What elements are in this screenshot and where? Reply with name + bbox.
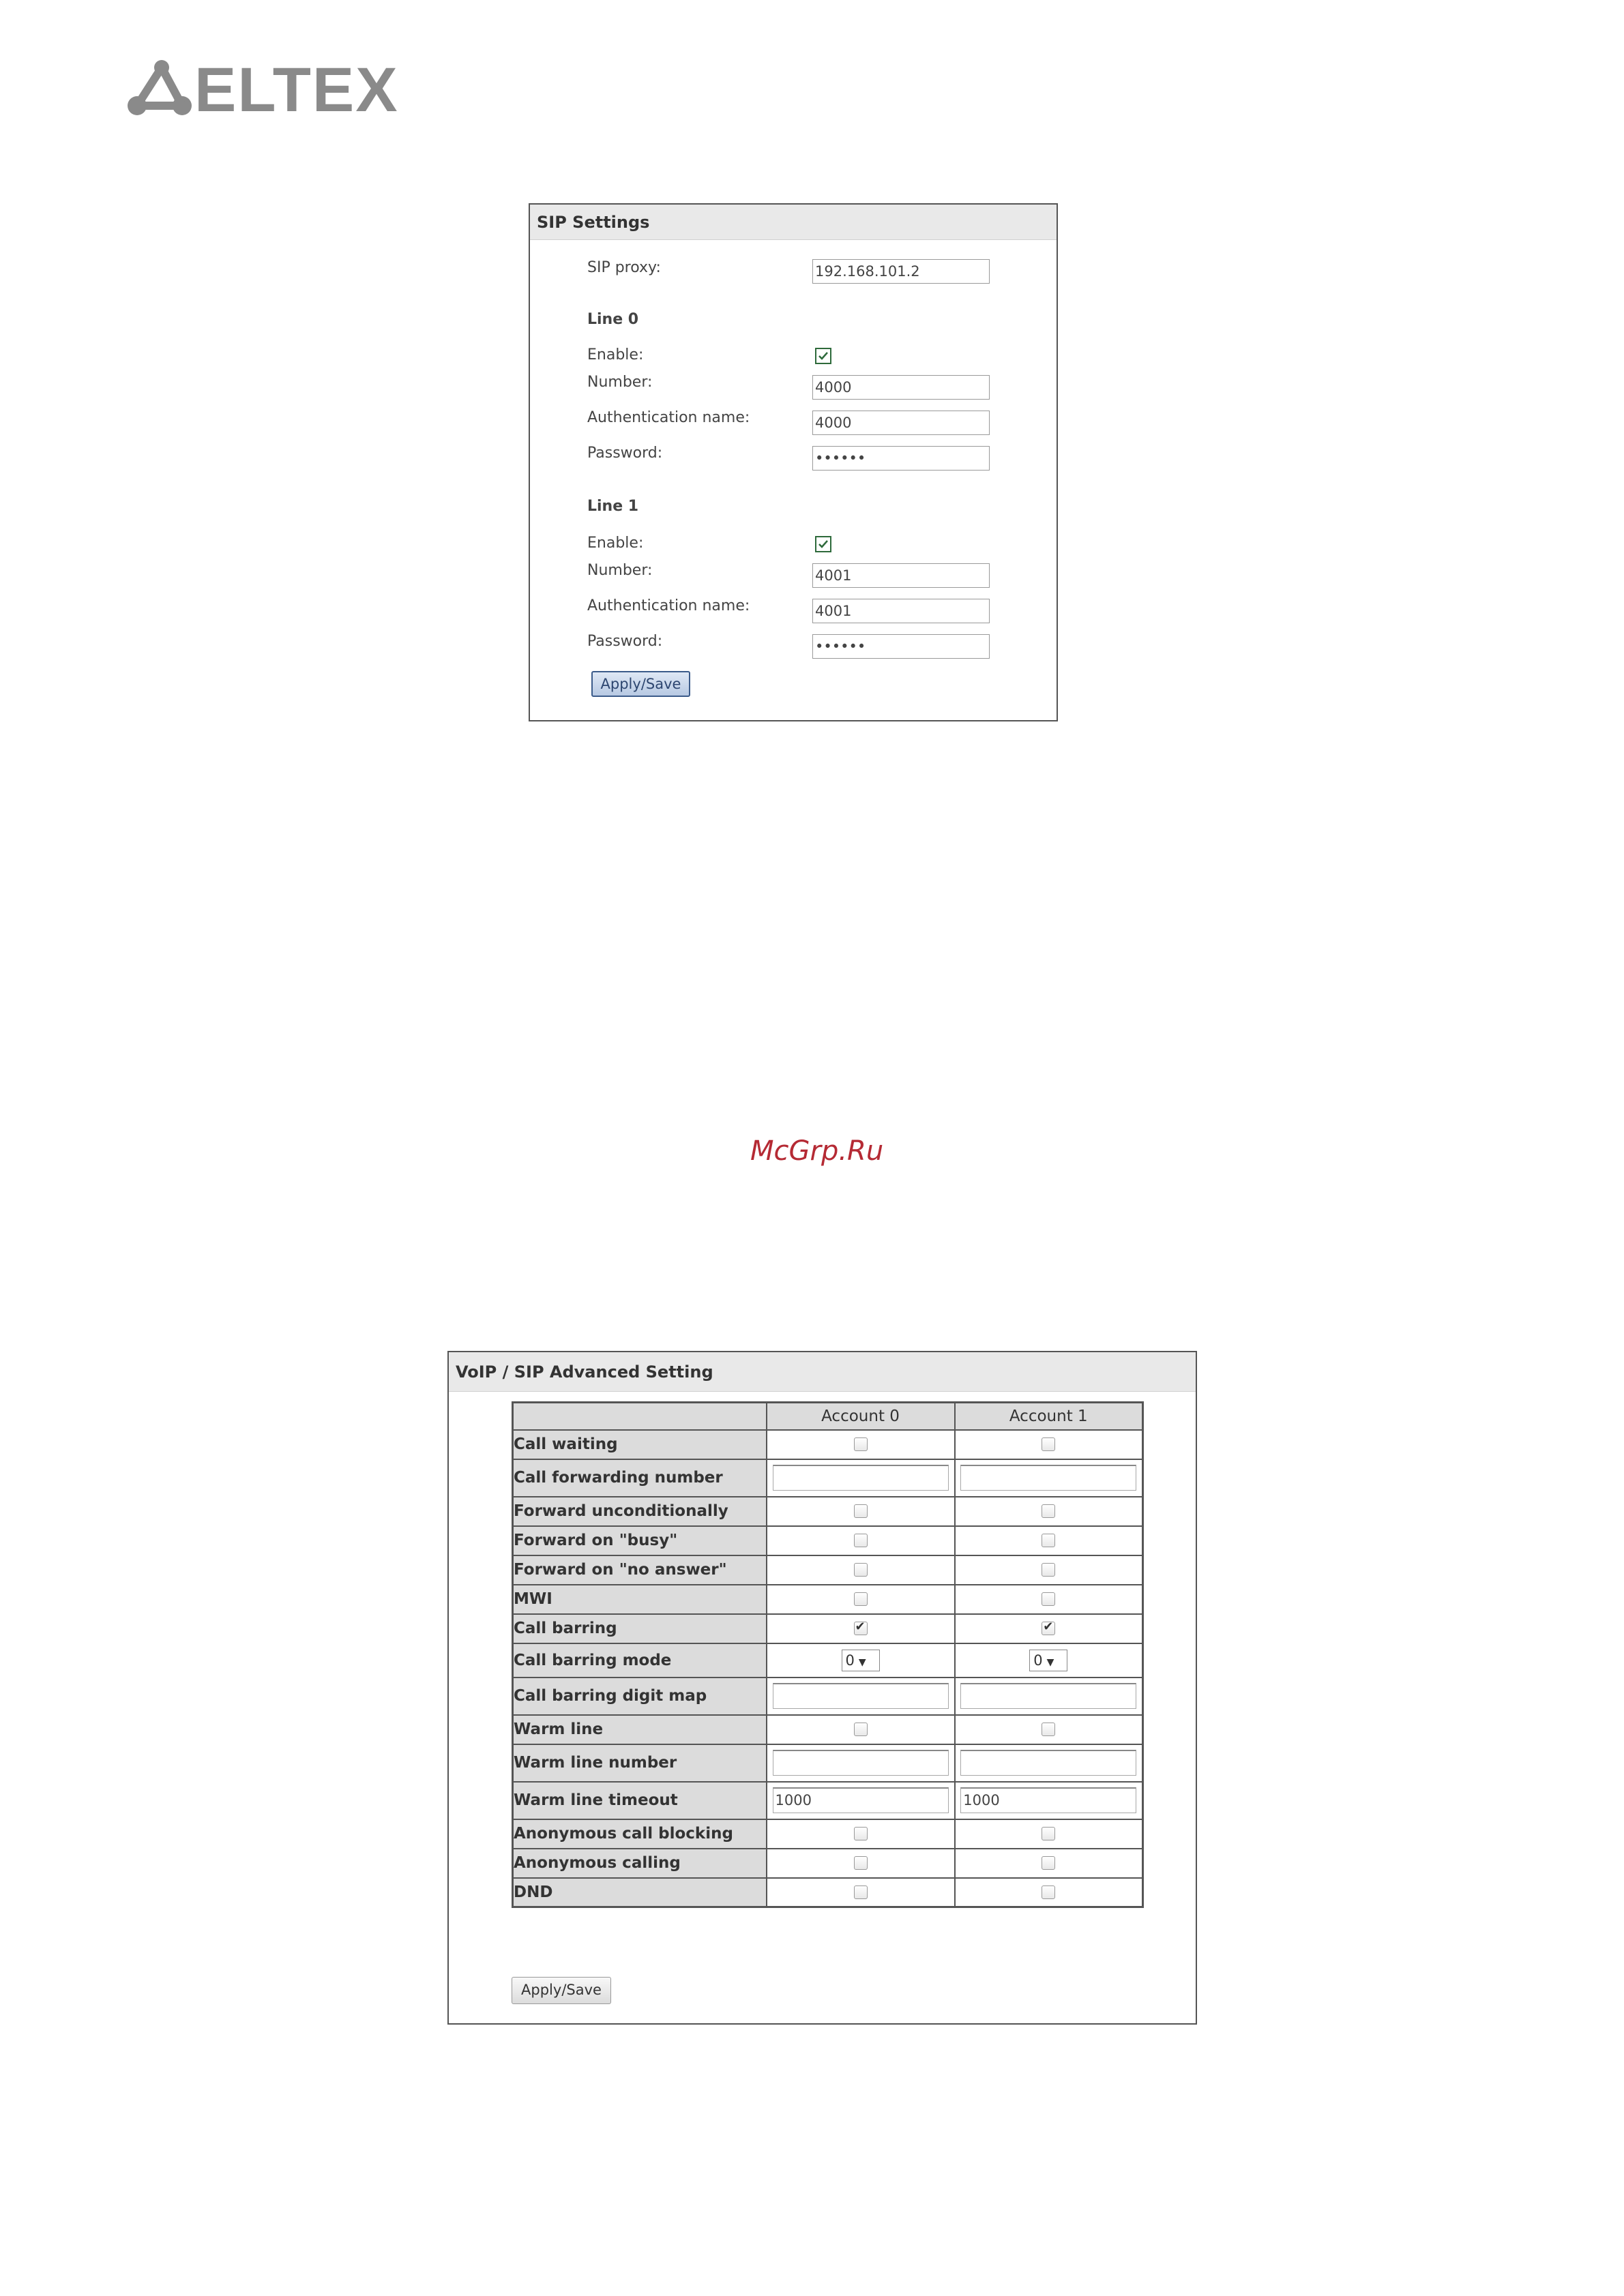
account-0-text-input[interactable] [773,1750,949,1776]
account-0-cell [767,1497,955,1526]
account-1-cell [955,1614,1143,1643]
account-0-cell [767,1849,955,1878]
line-1-enable-checkbox[interactable] [815,536,831,552]
advanced-apply-save-button[interactable]: Apply/Save [512,1977,611,2004]
line-1-number-label: Number: [587,562,653,579]
account-1-checkbox[interactable] [1042,1885,1055,1899]
account-1-cell [955,1819,1143,1849]
row-label: Warm line [513,1715,767,1744]
account-1-checkbox[interactable] [1042,1592,1055,1606]
row-label: MWI [513,1585,767,1614]
account-1-cell [955,1782,1143,1819]
account-0-cell [767,1430,955,1459]
account-1-cell [955,1497,1143,1526]
watermark: McGrp.Ru [750,1135,884,1167]
row-label: Call waiting [513,1430,767,1459]
row-label: DND [513,1878,767,1907]
sip-settings-title: SIP Settings [530,205,1057,240]
row-label: Warm line timeout [513,1782,767,1819]
account-0-checkbox[interactable] [854,1827,868,1840]
column-header-account-1: Account 1 [955,1403,1143,1430]
account-1-cell [955,1555,1143,1585]
table-row [513,1459,1143,1497]
account-1-cell [955,1643,1143,1678]
select-value: 0 [845,1652,855,1669]
account-0-cell [767,1585,955,1614]
account-1-cell [955,1715,1143,1744]
account-1-text-input[interactable]: 1000 [960,1787,1136,1813]
row-label: Forward on "no answer" [513,1555,767,1585]
account-0-cell [767,1555,955,1585]
table-row [513,1614,1143,1643]
account-0-checkbox[interactable] [854,1723,868,1736]
account-0-cell [767,1614,955,1643]
account-1-cell [955,1526,1143,1555]
table-row [513,1819,1143,1849]
account-0-checkbox[interactable] [854,1437,868,1451]
column-header-account-0: Account 0 [767,1403,955,1430]
line-1-password-label: Password: [587,633,663,650]
account-1-checkbox[interactable] [1042,1437,1055,1451]
select-value: 0 [1033,1652,1043,1669]
table-row [513,1744,1143,1782]
account-1-text-input[interactable] [960,1683,1136,1709]
sip-advanced-title: VoIP / SIP Advanced Setting [449,1352,1196,1392]
logo-wordmark: ELTEX [194,55,399,125]
line-1-enable-label: Enable: [587,535,644,552]
check-icon [817,350,829,362]
table-row [513,1715,1143,1744]
table-row [513,1585,1143,1614]
table-row [513,1526,1143,1555]
account-1-cell [955,1459,1143,1497]
account-0-cell [767,1782,955,1819]
check-icon [817,538,829,550]
row-label: Warm line number [513,1744,767,1782]
eltex-logo [126,55,399,125]
account-1-checkbox[interactable] [1042,1534,1055,1547]
row-label: Call forwarding number [513,1459,767,1497]
table-row [513,1497,1143,1526]
account-0-checkbox[interactable] [854,1592,868,1606]
row-label: Call barring [513,1614,767,1643]
account-0-text-input[interactable] [773,1683,949,1709]
account-0-checkbox[interactable] [854,1504,868,1518]
account-0-cell [767,1819,955,1849]
account-0-checkbox[interactable] [854,1563,868,1577]
line-0-heading: Line 0 [587,311,639,328]
account-0-cell [767,1878,955,1907]
account-0-cell [767,1459,955,1497]
sip-apply-save-button[interactable]: Apply/Save [591,671,690,697]
account-0-text-input[interactable] [773,1465,949,1491]
line-1-auth-input[interactable]: 4001 [812,599,990,623]
account-0-checkbox[interactable] [854,1534,868,1547]
account-1-text-input[interactable] [960,1465,1136,1491]
account-0-cell [767,1715,955,1744]
account-1-cell [955,1744,1143,1782]
row-label: Anonymous calling [513,1849,767,1878]
account-1-select[interactable] [1029,1650,1067,1671]
line-1-auth-label: Authentication name: [587,597,750,614]
row-label: Forward unconditionally [513,1497,767,1526]
header-blank [513,1403,767,1430]
account-1-checkbox[interactable] [1042,1723,1055,1736]
row-label: Call barring mode [513,1643,767,1678]
table-row [513,1849,1143,1878]
table-row [513,1555,1143,1585]
account-0-checkbox[interactable] [854,1856,868,1870]
account-1-checkbox[interactable] [1042,1827,1055,1840]
account-1-cell [955,1678,1143,1715]
row-label: Forward on "busy" [513,1526,767,1555]
account-0-cell [767,1643,955,1678]
account-1-cell [955,1585,1143,1614]
line-0-password-input[interactable]: •••••• [812,446,990,471]
account-0-checkbox[interactable] [854,1622,868,1635]
line-1-heading: Line 1 [587,498,639,515]
account-1-cell [955,1430,1143,1459]
eltex-logo-icon [126,58,194,123]
account-0-cell [767,1744,955,1782]
sip-proxy-label: SIP proxy: [587,259,661,276]
account-0-text-input[interactable]: 1000 [773,1787,949,1813]
account-0-checkbox[interactable] [854,1885,868,1899]
table-row [513,1643,1143,1678]
account-1-cell [955,1878,1143,1907]
sip-advanced-panel [447,1351,1197,2025]
sip-proxy-input[interactable]: 192.168.101.2 [812,259,990,284]
line-0-auth-label: Authentication name: [587,409,750,426]
table-header-row [513,1403,1143,1430]
line-0-password-label: Password: [587,445,663,462]
dropdown-arrow-icon: ▼ [1046,1656,1054,1668]
account-1-checkbox[interactable] [1042,1563,1055,1577]
account-0-select[interactable] [842,1650,880,1671]
dropdown-arrow-icon: ▼ [858,1656,866,1668]
row-label: Anonymous call blocking [513,1819,767,1849]
account-1-text-input[interactable] [960,1750,1136,1776]
line-0-number-label: Number: [587,374,653,391]
table-row [513,1878,1143,1907]
line-1-password-input[interactable]: •••••• [812,634,990,659]
line-0-number-input[interactable]: 4000 [812,375,990,400]
account-1-checkbox[interactable] [1042,1622,1055,1635]
account-0-cell [767,1526,955,1555]
account-1-cell [955,1849,1143,1878]
line-1-number-input[interactable]: 4001 [812,563,990,588]
advanced-settings-table [512,1401,1144,1908]
line-0-enable-label: Enable: [587,346,644,363]
sip-settings-panel [529,203,1058,721]
table-row [513,1678,1143,1715]
table-row [513,1782,1143,1819]
line-0-enable-checkbox[interactable] [815,348,831,364]
account-1-checkbox[interactable] [1042,1504,1055,1518]
line-0-auth-input[interactable]: 4000 [812,411,990,435]
table-row [513,1430,1143,1459]
account-1-checkbox[interactable] [1042,1856,1055,1870]
row-label: Call barring digit map [513,1678,767,1715]
account-0-cell [767,1678,955,1715]
